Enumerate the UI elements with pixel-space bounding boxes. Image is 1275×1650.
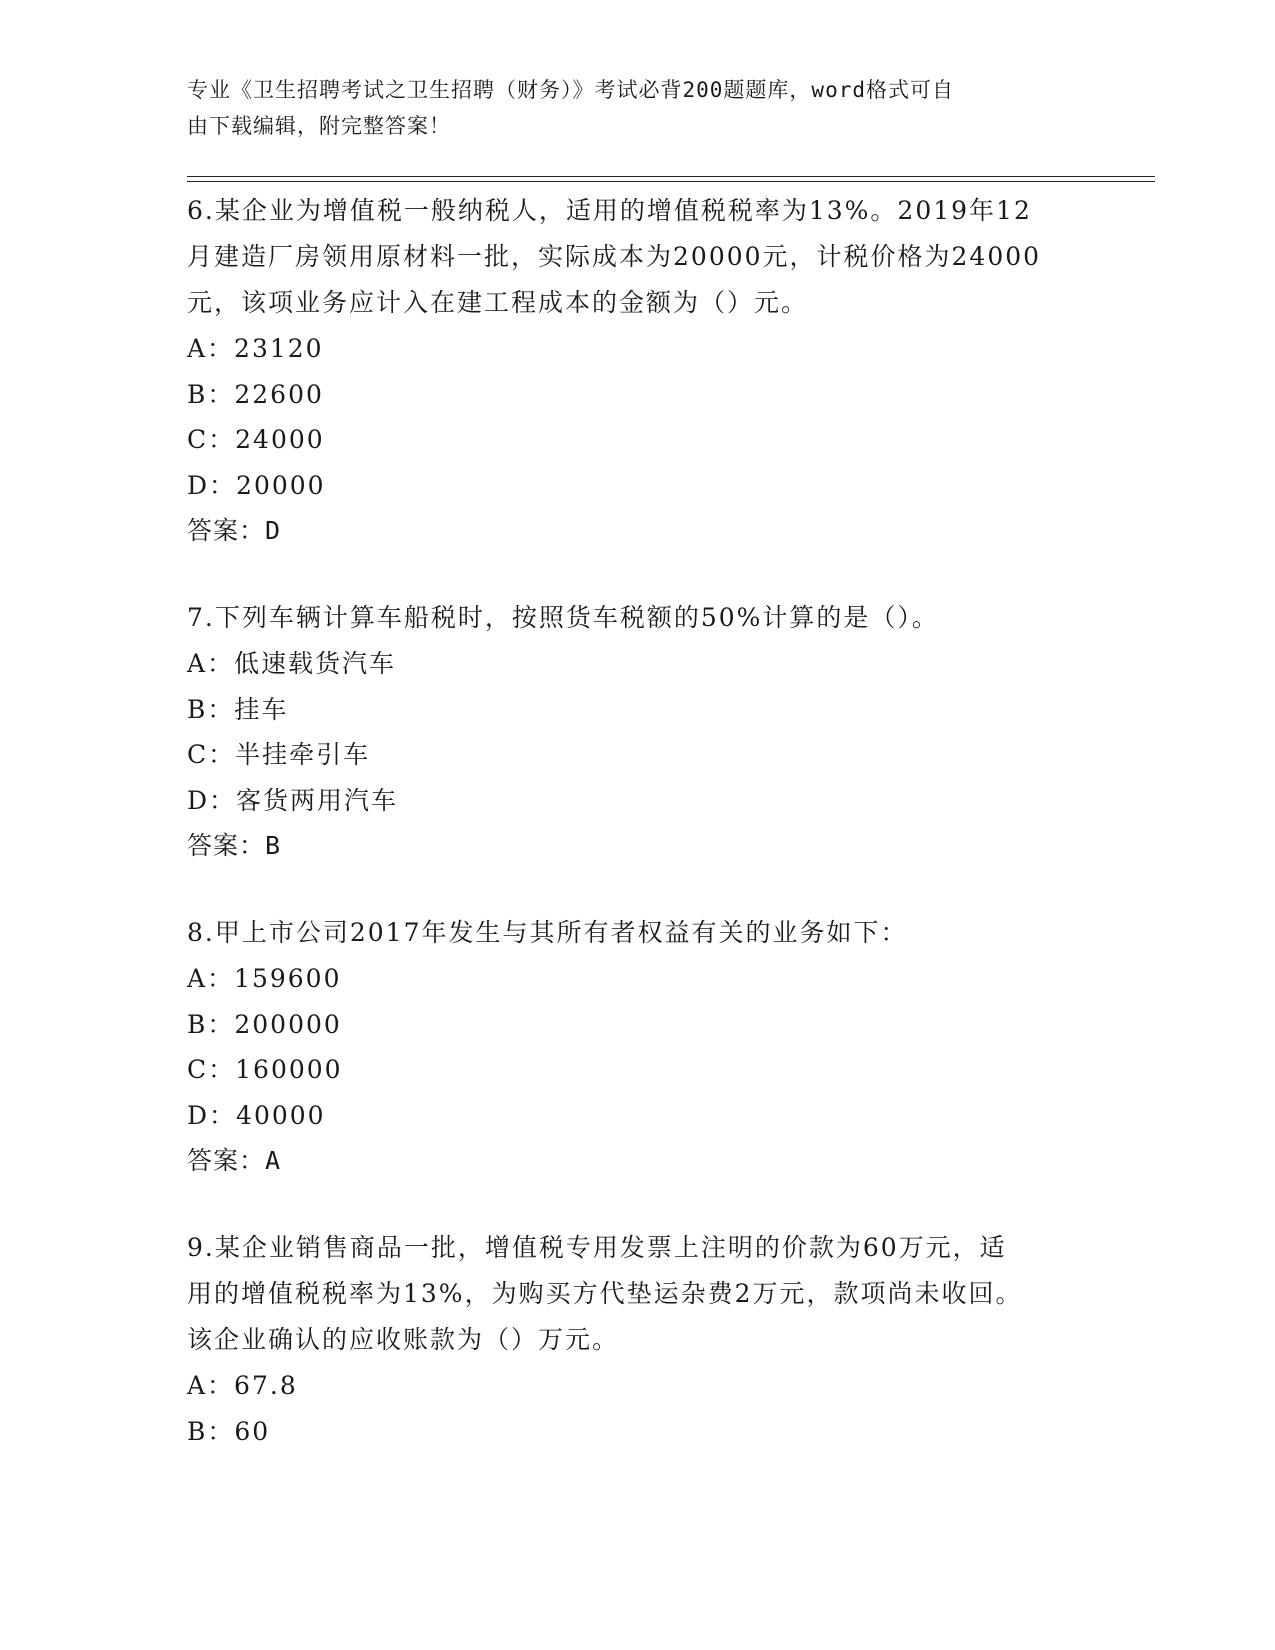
question-spacer bbox=[187, 1184, 1087, 1225]
option-b: B：200000 bbox=[187, 1009, 342, 1039]
answer: 答案：A bbox=[187, 1146, 282, 1175]
option-c: C：160000 bbox=[187, 1055, 343, 1084]
option-a: A：低速载货汽车 bbox=[187, 649, 397, 678]
option-d: D：40000 bbox=[187, 1100, 326, 1130]
question-text-line: 用的增值税税率为13%，为购买方代垫运杂费2万元，款项尚未收回。 bbox=[187, 1279, 1023, 1308]
question-text-line: 该企业确认的应收账款为（）万元。 bbox=[187, 1325, 620, 1354]
document-header bbox=[187, 72, 1067, 144]
option-a: A：23120 bbox=[187, 334, 324, 363]
question-spacer bbox=[187, 869, 1087, 910]
question-text-line: 8.甲上市公司2017年发生与其所有者权益有关的业务如下： bbox=[187, 918, 908, 947]
option-b: B：60 bbox=[187, 1416, 271, 1446]
question-text-line: 6.某企业为增值税一般纳税人，适用的增值税税率为13%。2019年12 bbox=[187, 196, 1032, 225]
question-9 bbox=[187, 1225, 1087, 1454]
question-8 bbox=[187, 910, 1087, 1184]
option-b: B：22600 bbox=[187, 379, 324, 409]
option-c: C：24000 bbox=[187, 425, 325, 454]
option-d: D：20000 bbox=[187, 470, 326, 500]
answer: 答案：D bbox=[187, 516, 282, 545]
question-6 bbox=[187, 188, 1087, 554]
question-text-line: 月建造厂房领用原材料一批，实际成本为20000元，计税价格为24000 bbox=[187, 242, 1042, 271]
question-spacer bbox=[187, 554, 1087, 595]
question-text-line: 7.下列车辆计算车船税时，按照货车税额的50%计算的是（）。 bbox=[187, 603, 939, 632]
question-text-line: 元，该项业务应计入在建工程成本的金额为（）元。 bbox=[187, 288, 809, 317]
header-line: 由下载编辑，附完整答案！ bbox=[187, 114, 451, 138]
option-a: A：67.8 bbox=[187, 1371, 298, 1400]
option-a: A：159600 bbox=[187, 964, 342, 993]
option-d: D：客货两用汽车 bbox=[187, 785, 399, 815]
answer: 答案：B bbox=[187, 831, 282, 860]
header-rule bbox=[187, 176, 1155, 177]
header-line: 专业《卫生招聘考试之卫生招聘（财务）》考试必背200题题库，word格式可自 bbox=[187, 78, 954, 102]
option-c: C：半挂牵引车 bbox=[187, 740, 371, 769]
option-b: B：挂车 bbox=[187, 694, 289, 724]
question-text-line: 9.某企业销售商品一批，增值税专用发票上注明的价款为60万元，适 bbox=[187, 1233, 1007, 1262]
question-list bbox=[187, 188, 1087, 1454]
header-rule bbox=[187, 181, 1155, 182]
question-7 bbox=[187, 595, 1087, 869]
